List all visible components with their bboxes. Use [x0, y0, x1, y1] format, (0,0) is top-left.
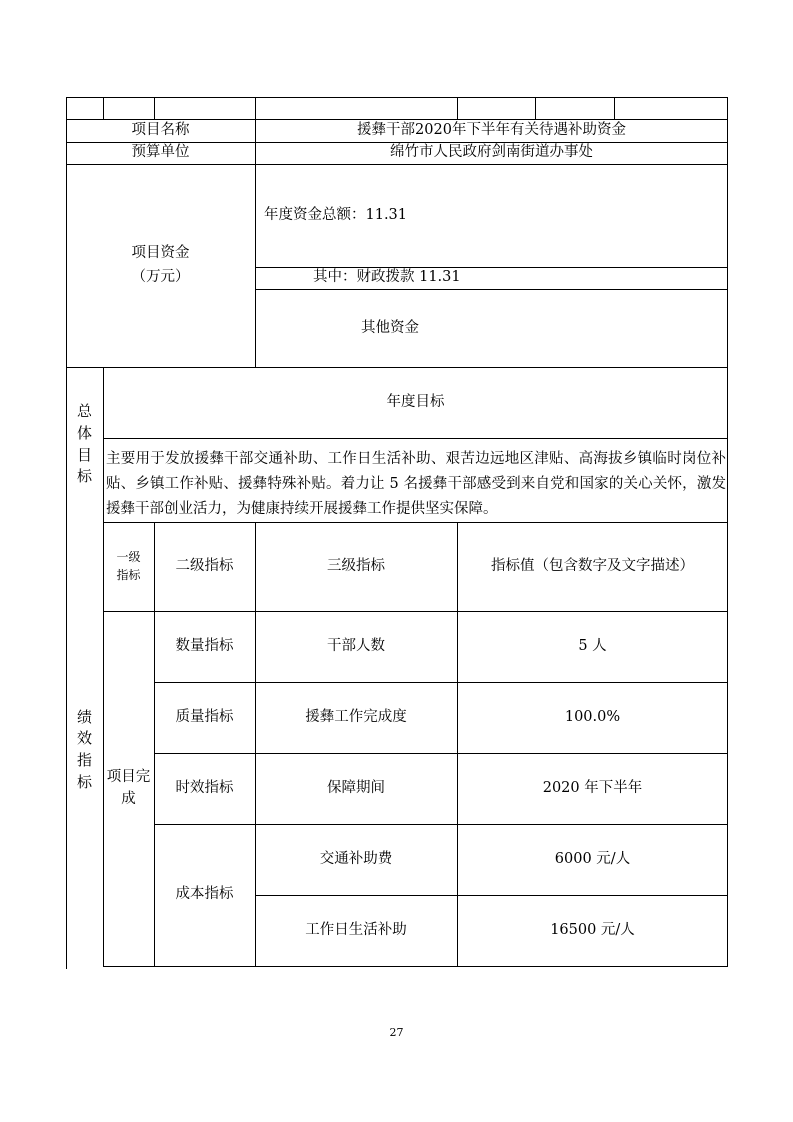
budget-unit-label: 预算单位 [131, 144, 190, 161]
level1-value-line1: 项目完 [106, 769, 151, 786]
table-line [255, 289, 728, 290]
table-line [154, 97, 155, 119]
table-cell-level3: 援彝工作完成度 [305, 708, 407, 725]
overall-goal-char: 目 [76, 445, 92, 464]
overall-goal-char: 体 [76, 423, 92, 442]
table-cell-value: 6000 元/人 [554, 850, 631, 867]
performance-indicators-char: 效 [76, 729, 92, 748]
table-cell-level3: 保障期间 [327, 779, 385, 796]
performance-indicators-label [66, 700, 103, 800]
overall-goal-char: 标 [76, 467, 92, 486]
performance-indicators-char: 标 [76, 772, 92, 791]
table-cell-value: 16500 元/人 [550, 921, 635, 938]
table-cell-level3: 交通补助费 [319, 850, 393, 867]
level3-header: 三级指标 [327, 557, 385, 574]
table-cell-value: 5 人 [578, 637, 607, 654]
level1-header [103, 522, 154, 611]
table-line [66, 97, 728, 98]
level1-header-line1: 一级 [116, 550, 141, 565]
table-line [535, 97, 536, 119]
page-number: 27 [389, 1026, 404, 1039]
level1-value [103, 611, 154, 966]
table-cell-level2: 数量指标 [175, 637, 234, 654]
other-funds: 其他资金 [361, 320, 419, 337]
table-cell-level2: 质量指标 [175, 708, 234, 725]
overall-goal-char: 总 [76, 402, 92, 420]
overall-goal-label [66, 367, 103, 522]
table-cell-level2: 时效指标 [175, 779, 234, 796]
level2-header: 二级指标 [175, 557, 234, 574]
project-name-label: 项目名称 [131, 121, 190, 138]
table-line [614, 97, 615, 119]
table-cell-value: 2020 年下半年 [542, 779, 643, 796]
table-line [103, 966, 728, 967]
project-name-value: 援彝干部2020年下半年有关待遇补助资金 [357, 121, 626, 138]
table-line [103, 438, 728, 439]
project-funds-label-line2: （万元） [131, 268, 190, 285]
table-line [103, 97, 104, 119]
annual-goal-header: 年度目标 [386, 393, 445, 410]
level1-value-line2: 成 [121, 790, 136, 807]
project-funds-label [66, 164, 255, 367]
level1-header-line2: 指标 [116, 567, 141, 582]
table-line [457, 97, 458, 119]
performance-indicators-char: 指 [76, 751, 92, 769]
budget-unit-value: 绵竹市人民政府剑南街道办事处 [390, 144, 593, 161]
annual-total-funds: 年度资金总额：11.31 [264, 207, 408, 224]
table-cell-value: 100.0% [564, 708, 621, 725]
table-cell-level2: 成本指标 [175, 886, 234, 903]
indicator-value-header: 指标值（包含数字及文字描述） [491, 557, 694, 574]
project-funds-label-line1: 项目资金 [131, 244, 190, 261]
fiscal-funds: 其中：财政拨款 11.31 [313, 269, 461, 286]
annual-goal-text: 主要用于发放援彝干部交通补助、工作日生活补助、艰苦边远地区津贴、高海拔乡镇临时岗位补贴、乡镇工作补贴、援彝特殊补贴。着力让 5 名援彝干部感受到来自党和国家的关心关怀，激发援彝干部创业活力，为健康持续开展援彝工作提供坚实保障。 [106, 451, 726, 517]
table-cell-level3: 干部人数 [327, 637, 385, 654]
table-cell-level3: 工作日生活补助 [305, 921, 407, 938]
performance-indicators-char: 绩 [76, 707, 92, 726]
